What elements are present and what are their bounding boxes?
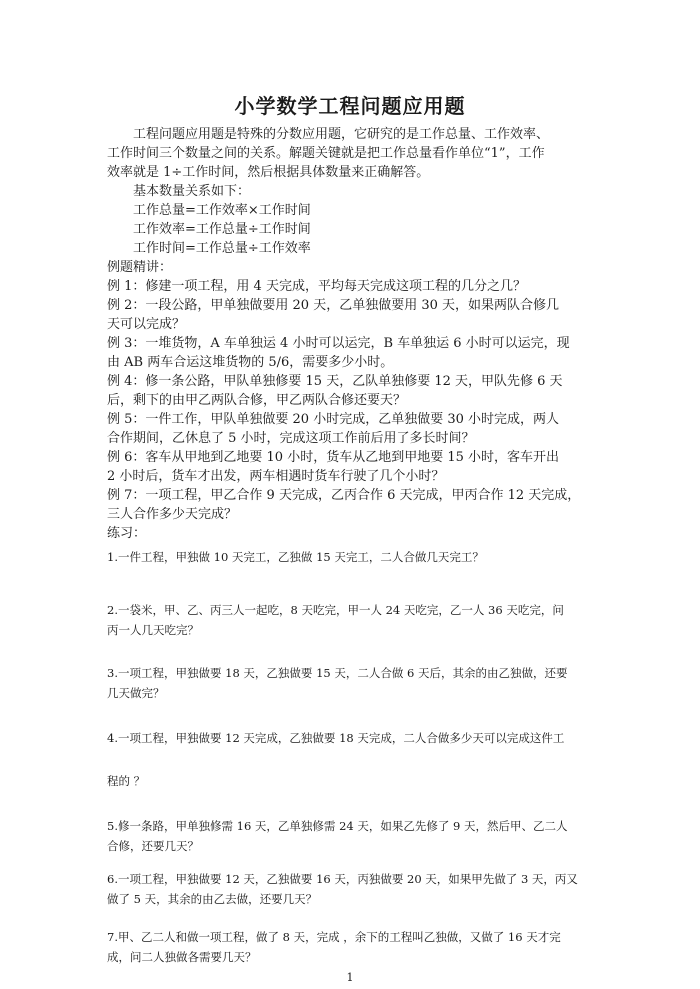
example-line: 例 4：修一条公路，甲队单独修要 15 天，乙队单独修要 12 天，甲队先修 6 天: [107, 374, 563, 389]
exercise-line: 4.一项工程，甲独做要 12 天完成，乙独做要 18 天完成，二人合做多少天可以完成这件工: [107, 731, 565, 745]
exercise-line: 程的 ？: [107, 774, 146, 788]
document-title: 小学数学工程问题应用题: [234, 94, 466, 118]
example-line: 天可以完成？: [107, 317, 186, 332]
relation-formula: 工作时间=工作总量÷工作效率: [133, 241, 311, 256]
example-line: 三人合作多少天完成？: [107, 507, 238, 522]
exercise-line: 7.甲、乙二人和做一项工程，做了 8 天，完成 ，余下的工程叫乙独做，又做了 16 天才完: [107, 930, 561, 944]
exercise-line: 1.一件工程，甲独做 10 天完工，乙独做 15 天完工，二人合做几天完工？: [107, 550, 484, 564]
relation-formula: 工作效率=工作总量÷工作时间: [133, 222, 311, 237]
relation-formula: 工作总量=工作效率×工作时间: [133, 203, 311, 218]
exercise-line: 2.一袋米，甲、乙、丙三人一起吃，8 天吃完，甲一人 24 天吃完，乙一人 36 天吃完，问: [107, 603, 564, 617]
example-line: 合作期间，乙休息了 5 小时，完成这项工作前后用了多长时间？: [107, 431, 475, 446]
exercise-line: 成，问二人独做各需要几天？: [107, 950, 257, 964]
practice-heading: 练习：: [107, 526, 147, 541]
examples-heading: 例题精讲：: [107, 260, 173, 275]
example-line: 例 7：一项工程，甲乙合作 9 天完成，乙丙合作 6 天完成，甲丙合作 12 天完成，: [107, 488, 581, 503]
exercise-line: 5.修一条路，甲单独修需 16 天，乙单独修需 24 天，如果乙先修了 9 天，然后甲、乙二人: [107, 819, 568, 833]
example-line: 例 6：客车从甲地到乙地要 10 小时，货车从乙地到甲地要 15 小时，客车开出: [107, 450, 560, 465]
exercise-line: 几天做完？: [107, 686, 165, 700]
page-number: 1: [346, 971, 354, 984]
exercise-line: 6.一项工程，甲独做要 12 天，乙独做要 16 天，丙独做要 20 天，如果甲先做了 3 天，丙又: [107, 872, 578, 886]
example-line: 由 AB 两车合运这堆货物的 5/6，需要多少小时。: [107, 355, 394, 370]
example-line: 例 1：修建一项工程，用 4 天完成，平均每天完成这项工程的几分之几？: [107, 279, 526, 294]
example-line: 例 2：一段公路，甲单独做要用 20 天，乙单独做要用 30 天，如果两队合修几: [107, 298, 560, 313]
example-line: 2 小时后，货车才出发，两车相遇时货车行驶了几个小时？: [107, 469, 445, 484]
exercise-line: 合修，还要几天？: [107, 839, 199, 853]
relations-heading: 基本数量关系如下：: [133, 184, 251, 199]
intro-line: 工作时间三个数量之间的关系。解题关键就是把工作总量看作单位“1”，工作: [107, 146, 545, 161]
exercise-line: 做了 5 天，其余的由乙去做，还要几天？: [107, 892, 318, 906]
exercise-line: 3.一项工程，甲独做要 18 天，乙独做要 15 天，二人合做 6 天后，其余的由乙独做，还要: [107, 666, 568, 680]
intro-line: 效率就是 1÷工作时间，然后根据具体数量来正确解答。: [107, 165, 430, 180]
example-line: 后，剩下的由甲乙两队合修，甲乙两队合修还要天？: [107, 393, 407, 408]
example-line: 例 5：一件工作，甲队单独做要 20 小时完成，乙单独做要 30 小时完成，两人: [107, 412, 560, 427]
intro-line: 工程问题应用题是特殊的分数应用题，它研究的是工作总量、工作效率、: [133, 127, 550, 142]
example-line: 例 3：一堆货物，A 车单独运 4 小时可以运完，B 车单独运 6 小时可以运完，现: [107, 336, 570, 351]
exercise-line: 丙一人几天吃完？: [107, 623, 199, 637]
